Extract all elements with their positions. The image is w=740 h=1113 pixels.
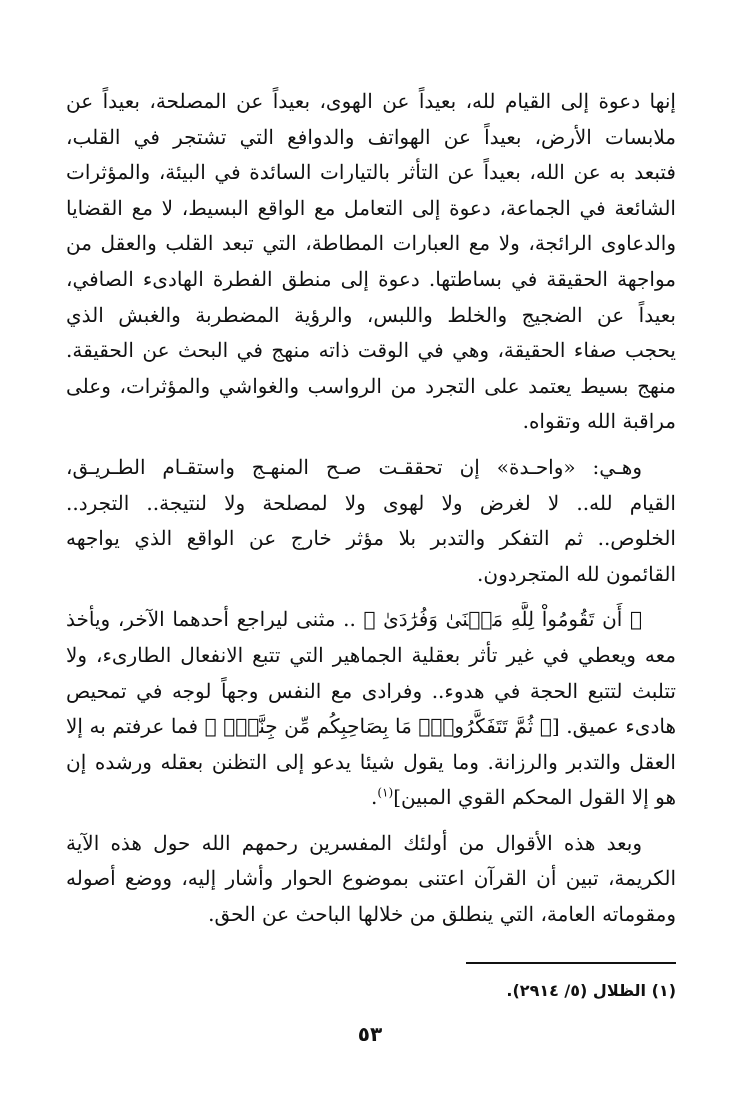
- text-line: ﴿ أَن تَقُومُواْ لِلَّهِ مَثۡنَىٰ وَفُرَٰدَىٰ ﴾ .. مثنى ليراجع أحدهما الآخر، ويأخذ: [66, 607, 642, 632]
- main-text: [66, 84, 676, 933]
- text-line: إنها دعوة إلى القيام لله، بعيداً عن الهوى، بعيداً عن المصلحة، بعيداً عن: [66, 89, 676, 113]
- text-line: منهج بسيط يعتمد على التجرد من الرواسب والغواشي والمؤثرات، وعلى: [66, 373, 676, 398]
- text-line: وبعد هذه الأقوال من أولئك المفسرين رحمهم الله حول هذه الآية: [66, 830, 642, 855]
- text-line: وهـي: «واحـدة» إن تحققـت صـح المنهـج واستقـام الطـريـق،: [66, 454, 642, 479]
- footnote-divider: [466, 962, 676, 964]
- text-line: والدعاوى الرائجة، ولا مع العبارات المطاطة، التي تبعد القلب والعقل من: [66, 231, 676, 256]
- text-line: تتلبث لتتبع الحجة في هدوء.. وفرادى مع النفس وجهاً لوجه في تمحيص: [66, 678, 676, 703]
- text-line: ملابسات الأرض، بعيداً عن الهواتف والدوافع التي تشتجر في القلب،: [66, 124, 676, 149]
- text-line: القيام لله.. لا لغرض ولا لهوى ولا لمصلحة ولا لنتيجة.. التجرد..: [66, 490, 676, 515]
- paragraph-3: [66, 602, 676, 816]
- text-line: بعيداً عن الضجيج والخلط واللبس، والرؤية المضطربة والغبش الذي: [66, 302, 676, 327]
- paragraph-1: [66, 84, 676, 440]
- footnote: (١) الظلال (٥/ ٢٩١٤).: [506, 981, 676, 1000]
- text-line: هادىء عميق. [﴿ ثُمَّ تَتَفَكَّرُواْۚ مَا بِصَاحِبِكُم مِّن جِنَّةٍۚ ﴾ فما عرفتم به إلا: [66, 714, 676, 739]
- text-line: معه ويعطي في غير تأثر بعقلية الجماهير التي تتبع الانفعال الطارىء، ولا: [66, 642, 676, 667]
- text-line: القائمون لله المتجردون.: [477, 561, 676, 586]
- text-line: العقل والتدبر والرزانة. وما يقول شيئا يدعو إلى التظنن بعقله ورشده إن: [66, 749, 676, 774]
- paragraph-4: [66, 826, 676, 933]
- text-line: هو إلا القول المحكم القوي المبين]$^{(١)}$.: [371, 785, 676, 810]
- text-line: الخلوص.. ثم التفكر والتدبر بلا مؤثر خارج عن الواقع الذي يواجهه: [66, 526, 676, 551]
- paragraph-2: [66, 450, 676, 592]
- text-line: مراقبة الله وتقواه.: [522, 409, 676, 434]
- text-line: فتبعد به عن الله، بعيداً عن التأثر بالتيارات السائدة في البيئة، والمؤثرات: [66, 160, 676, 185]
- text-line: ومقوماته العامة، التي ينطلق من خلالها الباحث عن الحق.: [208, 902, 676, 927]
- text-line: يحجب صفاء الحقيقة، وهي في الوقت ذاته منهج في البحث عن الحقيقة.: [66, 338, 676, 363]
- text-line: الكريمة، تبين أن القرآن اعتنى بموضوع الحوار وأشار إليه، ووضع أصوله: [66, 866, 676, 891]
- footnote-reference: (١): [377, 785, 394, 800]
- text-line: مواجهة الحقيقة في بساطتها. دعوة إلى منطق الفطرة الهادىء الصافي،: [66, 266, 676, 291]
- text-line-content: هو إلا القول المحكم القوي المبين]: [393, 785, 676, 810]
- page-number: ٥٣: [357, 1022, 383, 1046]
- text-line: الشائعة في الجماعة، دعوة إلى التعامل مع الواقع البسيط، لا مع القضايا: [66, 195, 676, 220]
